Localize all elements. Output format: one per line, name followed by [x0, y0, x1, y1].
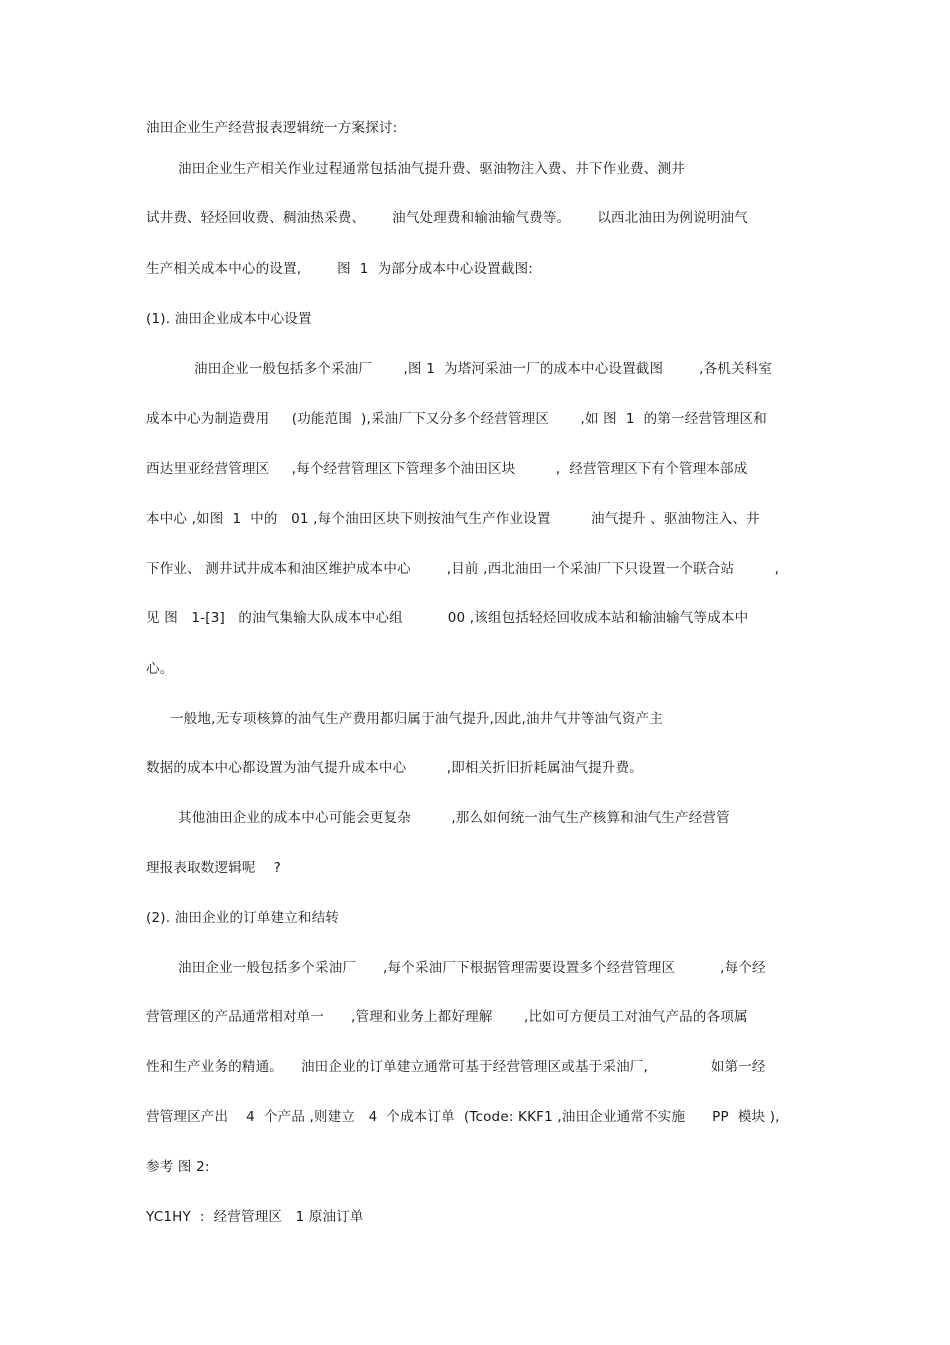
section-heading: (2). 油田企业的订单建立和结转	[146, 910, 340, 926]
paragraph-line: 营管理区产出 4 个产品 ,则建立 4 个成本订单 (Tcode: KKF1 ,油田企业通常不实施 PP 模块 ),	[146, 1109, 780, 1125]
paragraph-line: 见 图 1-[3] 的油气集输大队成本中心组 00 ,该组包括轻烃回收成本站和输油输气等成本中	[146, 610, 749, 626]
paragraph-line: 其他油田企业的成本中心可能会更复杂 ,那么如何统一油气生产核算和油气生产经营管	[178, 810, 730, 826]
paragraph-line: 营管理区的产品通常相对单一 ,管理和业务上都好理解 ,比如可方便员工对油气产品的各项属	[146, 1009, 748, 1025]
paragraph-line: 参考 图 2:	[146, 1159, 210, 1175]
doc-title: 油田企业生产经营报表逻辑统一方案探讨:	[146, 120, 398, 136]
paragraph-line: 油田企业一般包括多个采油厂 ,每个采油厂下根据管理需要设置多个经营管理区 ,每个经	[178, 960, 766, 976]
paragraph-line: 下作业、 测井试井成本和油区维护成本中心 ,目前 ,西北油田一个采油厂下只设置一个联合站 ,	[146, 561, 780, 577]
paragraph-line: 本中心 ,如图 1 中的 01 ,每个油田区块下则按油气生产作业设置 油气提升 、驱油物注入、井	[146, 511, 760, 527]
paragraph-line: 油田企业生产相关作业过程通常包括油气提升费、驱油物注入费、井下作业费、测井	[178, 161, 685, 177]
paragraph-line: 一般地,无专项核算的油气生产费用都归属于油气提升,因此,油井气井等油气资产主	[170, 711, 663, 727]
paragraph-line: 油田企业一般包括多个采油厂 ,图 1 为塔河采油一厂的成本中心设置截图 ,各机关科室	[194, 361, 773, 377]
paragraph-line: 数据的成本中心都设置为油气提升成本中心 ,即相关折旧折耗属油气提升费。	[146, 760, 644, 776]
paragraph-line: 西达里亚经营管理区 ,每个经营管理区下管理多个油田区块 , 经营管理区下有个管理本部成	[146, 461, 748, 477]
paragraph-line: 生产相关成本中心的设置, 图 1 为部分成本中心设置截图:	[146, 261, 534, 277]
paragraph-line: 成本中心为制造费用 (功能范围 ),采油厂下又分多个经营管理区 ,如 图 1 的第一经营管理区和	[146, 411, 767, 427]
paragraph-line: 试井费、轻烃回收费、稠油热采费、 油气处理费和输油输气费等。 以西北油田为例说明油气	[146, 210, 748, 226]
paragraph-line: YC1HY : 经营管理区 1 原油订单	[146, 1209, 364, 1225]
section-heading: (1). 油田企业成本中心设置	[146, 311, 312, 327]
paragraph-line: 理报表取数逻辑呢 ?	[146, 860, 281, 876]
paragraph-line: 性和生产业务的精通。 油田企业的订单建立通常可基于经营管理区或基于采油厂, 如第一经	[146, 1059, 766, 1075]
paragraph-line: 心。	[146, 661, 174, 677]
